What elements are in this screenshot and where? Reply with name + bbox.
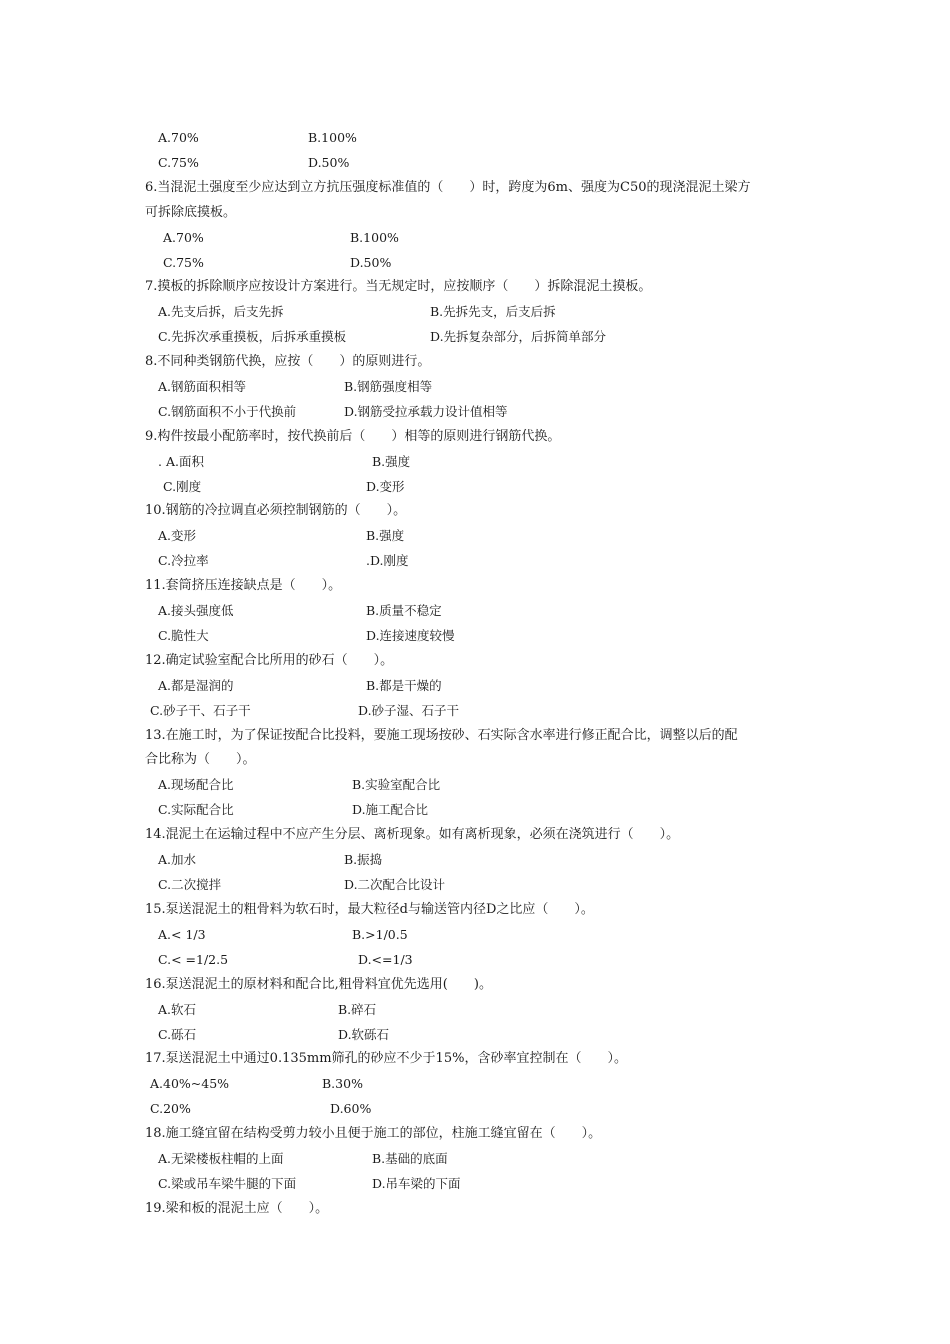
question-line: 15.泵送混泥土的粗骨料为软石时，最大粒径d与输送管内径D之比应（ ）。 <box>145 902 594 917</box>
answer-option: D.二次配合比设计 <box>344 877 446 892</box>
answer-option: B.基础的底面 <box>372 1151 448 1166</box>
answer-option: A.40%~45% <box>150 1076 230 1091</box>
answer-option: C.刚度 <box>163 479 202 494</box>
answer-option: D.<=1/3 <box>358 952 413 967</box>
answer-option: C.钢筋面积不小于代换前 <box>158 404 297 419</box>
answer-option: D.吊车梁的下面 <box>372 1176 461 1191</box>
question-line: 13.在施工时，为了保证按配合比投料，要施工现场按砂、石实际含水率进行修正配合比，调整以后的配 <box>145 728 738 743</box>
answer-option: D.钢筋受拉承载力设计值相等 <box>344 404 508 419</box>
answer-option: C.砾石 <box>158 1027 197 1042</box>
question-line: 7.摸板的拆除顺序应按设计方案进行。当无规定时，应按顺序（ ）拆除混泥土摸板。 <box>145 279 652 294</box>
answer-option: B.100% <box>308 130 357 145</box>
answer-option: . A.面积 <box>158 454 204 469</box>
answer-option: B.强度 <box>372 454 411 469</box>
answer-option: A.< 1/3 <box>158 927 206 942</box>
answer-option: C.脆性大 <box>158 628 209 643</box>
answer-option: A.现场配合比 <box>158 777 234 792</box>
question-line: 合比称为（ ）。 <box>145 752 256 767</box>
answer-option: C.二次搅拌 <box>158 877 222 892</box>
question-line: 18.施工缝宜留在结构受剪力较小且便于施工的部位，柱施工缝宜留在（ ）。 <box>145 1126 602 1141</box>
answer-option: A.无梁楼板柱帽的上面 <box>158 1151 284 1166</box>
answer-option: B.钢筋强度相等 <box>344 379 433 394</box>
answer-option: C.75% <box>158 155 199 170</box>
answer-option: A.先支后拆，后支先拆 <box>158 304 284 319</box>
answer-option: A.都是湿润的 <box>158 678 234 693</box>
answer-option: A.70% <box>158 130 199 145</box>
answer-option: A.70% <box>163 230 204 245</box>
answer-option: B.>1/0.5 <box>352 927 408 942</box>
answer-option: B.都是干燥的 <box>366 678 442 693</box>
answer-option: A.变形 <box>158 528 197 543</box>
answer-option: D.变形 <box>366 479 405 494</box>
answer-option: D.50% <box>350 255 392 270</box>
question-line: 19.梁和板的混泥土应（ ）。 <box>145 1201 329 1216</box>
question-line: 12.确定试验室配合比所用的砂石（ ）。 <box>145 653 394 668</box>
question-line: 11.套筒挤压连接缺点是（ ）。 <box>145 578 342 593</box>
answer-option: A.软石 <box>158 1002 197 1017</box>
answer-option: B.碎石 <box>338 1002 377 1017</box>
answer-option: A.接头强度低 <box>158 603 234 618</box>
answer-option: C.20% <box>150 1101 191 1116</box>
answer-option: C.实际配合比 <box>158 802 234 817</box>
answer-option: C.< =1/2.5 <box>158 952 229 967</box>
answer-option: D.先拆复杂部分，后拆简单部分 <box>430 329 607 344</box>
answer-option: A.钢筋面积相等 <box>158 379 247 394</box>
answer-option: D.60% <box>330 1101 372 1116</box>
answer-option: B.质量不稳定 <box>366 603 442 618</box>
question-line: 10.钢筋的冷拉调直必须控制钢筋的（ ）。 <box>145 503 407 518</box>
answer-option: B.实验室配合比 <box>352 777 441 792</box>
question-line: 9.构件按最小配筋率时，按代换前后（ ）相等的原则进行钢筋代换。 <box>145 429 561 444</box>
answer-option: .D.刚度 <box>366 553 409 568</box>
answer-option: D.砂子湿、石子干 <box>358 703 460 718</box>
answer-option: D.软砾石 <box>338 1027 390 1042</box>
answer-option: C.冷拉率 <box>158 553 209 568</box>
answer-option: D.连接速度较慢 <box>366 628 455 643</box>
answer-option: D.50% <box>308 155 350 170</box>
question-line: 6.当混泥土强度至少应达到立方抗压强度标准值的（ ）时，跨度为6m、强度为C50的现浇混泥土梁方 <box>145 180 751 195</box>
question-line: 14.混泥土在运输过程中不应产生分层、离析现象。如有离析现象，必须在浇筑进行（ ）。 <box>145 827 680 842</box>
question-line: 8.不同种类钢筋代换，应按（ ）的原则进行。 <box>145 354 431 369</box>
answer-option: B.100% <box>350 230 399 245</box>
answer-option: C.先拆次承重摸板，后拆承重摸板 <box>158 329 347 344</box>
answer-option: C.砂子干、石子干 <box>150 703 251 718</box>
question-line: 17.泵送混泥土中通过0.135mm筛孔的砂应不少于15%，含砂率宜控制在（ ）。 <box>145 1051 627 1066</box>
question-line: 16.泵送混泥土的原材料和配合比,粗骨料宜优先选用( )。 <box>145 977 492 992</box>
answer-option: B.30% <box>322 1076 363 1091</box>
answer-option: B.先拆先支，后支后拆 <box>430 304 556 319</box>
answer-option: C.75% <box>163 255 204 270</box>
question-line: 可拆除底摸板。 <box>145 205 237 220</box>
answer-option: A.加水 <box>158 852 197 867</box>
answer-option: B.强度 <box>366 528 405 543</box>
answer-option: C.梁或吊车梁牛腿的下面 <box>158 1176 297 1191</box>
answer-option: D.施工配合比 <box>352 802 429 817</box>
answer-option: B.振捣 <box>344 852 383 867</box>
